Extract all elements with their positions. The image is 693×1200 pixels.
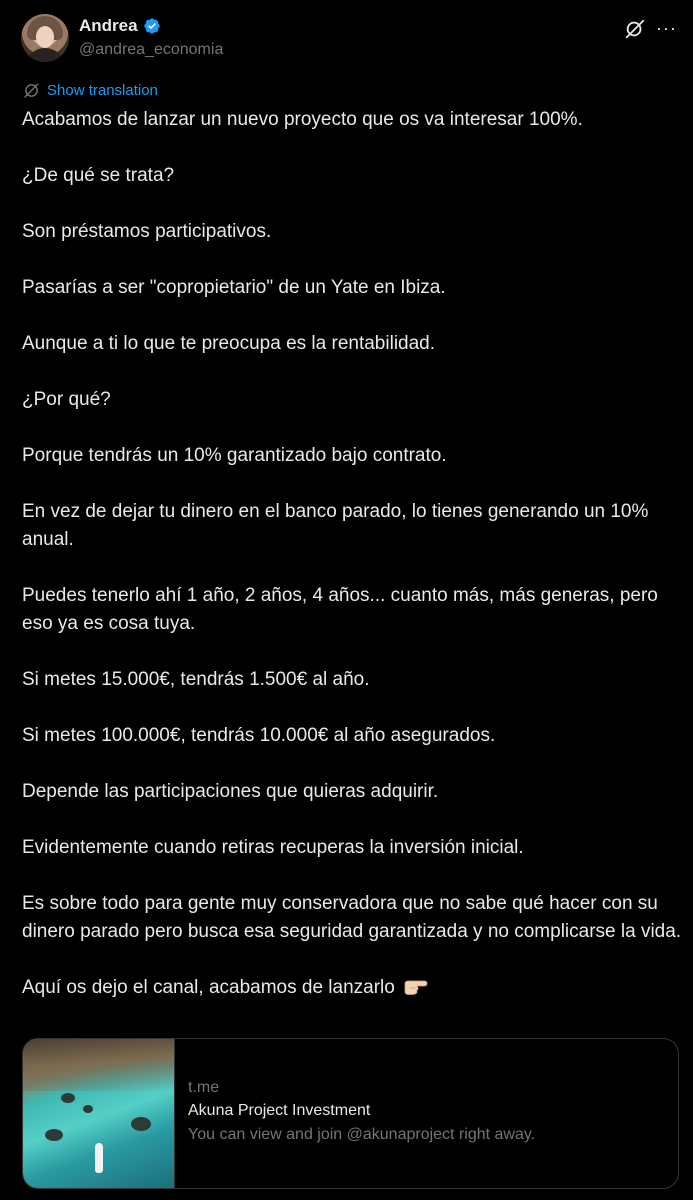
link-card-title[interactable]: Akuna Project Investment — [188, 1102, 371, 1119]
tweet-paragraph: Aunque a ti lo que te preocupa es la rentabilidad. — [22, 333, 436, 354]
tweet-paragraph: Es sobre todo para gente muy conservadora que no sabe qué hacer con su dinero parado pero busca esa seguridad garantizada y no complicarse la vida. — [22, 893, 682, 942]
author-name-row — [79, 16, 161, 36]
thumbnail-rock — [61, 1093, 75, 1103]
grok-icon[interactable] — [624, 18, 646, 40]
tweet-paragraph: Pasarías a ser "copropietario" de un Yate en Ibiza. — [22, 277, 446, 298]
tweet-paragraph: Si metes 15.000€, tendrás 1.500€ al año. — [22, 669, 370, 690]
tweet-paragraph: Evidentemente cuando retiras recuperas la inversión inicial. — [22, 837, 524, 858]
link-card-description: You can view and join @akunaproject right away. — [188, 1126, 536, 1143]
tweet-paragraph-last — [22, 974, 682, 1005]
aerial-yacht-image — [23, 1039, 175, 1188]
avatar-shoulders — [25, 48, 65, 62]
pointing-right-hand-icon — [403, 977, 429, 1005]
tweet-paragraph: Depende las participaciones que quieras adquirir. — [22, 781, 439, 802]
tweet-paragraph: En vez de dejar tu dinero en el banco parado, lo tienes generando un 10% anual. — [22, 501, 649, 550]
thumbnail-boat — [95, 1143, 103, 1173]
avatar[interactable] — [21, 14, 69, 62]
author-display-name[interactable]: Andrea — [79, 16, 138, 35]
thumbnail-rock — [131, 1117, 151, 1131]
thumbnail-shore — [23, 1039, 174, 1091]
tweet-paragraph: ¿Por qué? — [22, 389, 111, 410]
author-handle[interactable]: @andrea_economia — [79, 41, 224, 58]
thumbnail-rock — [83, 1105, 93, 1113]
show-translation-label[interactable]: Show translation — [47, 82, 158, 99]
tweet-paragraph: ¿De qué se trata? — [22, 165, 175, 186]
link-card-domain: t.me — [188, 1079, 220, 1096]
tweet-paragraph: Puedes tenerlo ahí 1 año, 2 años, 4 años... cuanto más, más generas, pero eso ya es cosa tuya. — [22, 585, 658, 634]
more-options-icon[interactable]: ··· — [656, 18, 677, 38]
tweet-header — [0, 0, 693, 80]
avatar-face — [36, 26, 54, 48]
link-card-text — [188, 1077, 535, 1147]
tweet-paragraph: Si metes 100.000€, tendrás 10.000€ al año asegurados. — [22, 725, 496, 746]
tweet-paragraph: Porque tendrás un 10% garantizado bajo contrato. — [22, 445, 447, 466]
link-preview-card[interactable] — [22, 1038, 679, 1189]
tweet-paragraph: Acabamos de lanzar un nuevo proyecto que os va interesar 100%. — [22, 109, 583, 130]
tweet-text — [22, 106, 682, 1033]
tweet-paragraph: Son préstamos participativos. — [22, 221, 272, 242]
thumbnail-rock — [45, 1129, 63, 1141]
show-translation-link[interactable] — [23, 82, 158, 99]
tweet-paragraph-text: Aquí os dejo el canal, acabamos de lanzarlo — [22, 977, 395, 998]
verified-badge-icon — [143, 17, 161, 35]
translate-icon — [23, 82, 40, 99]
